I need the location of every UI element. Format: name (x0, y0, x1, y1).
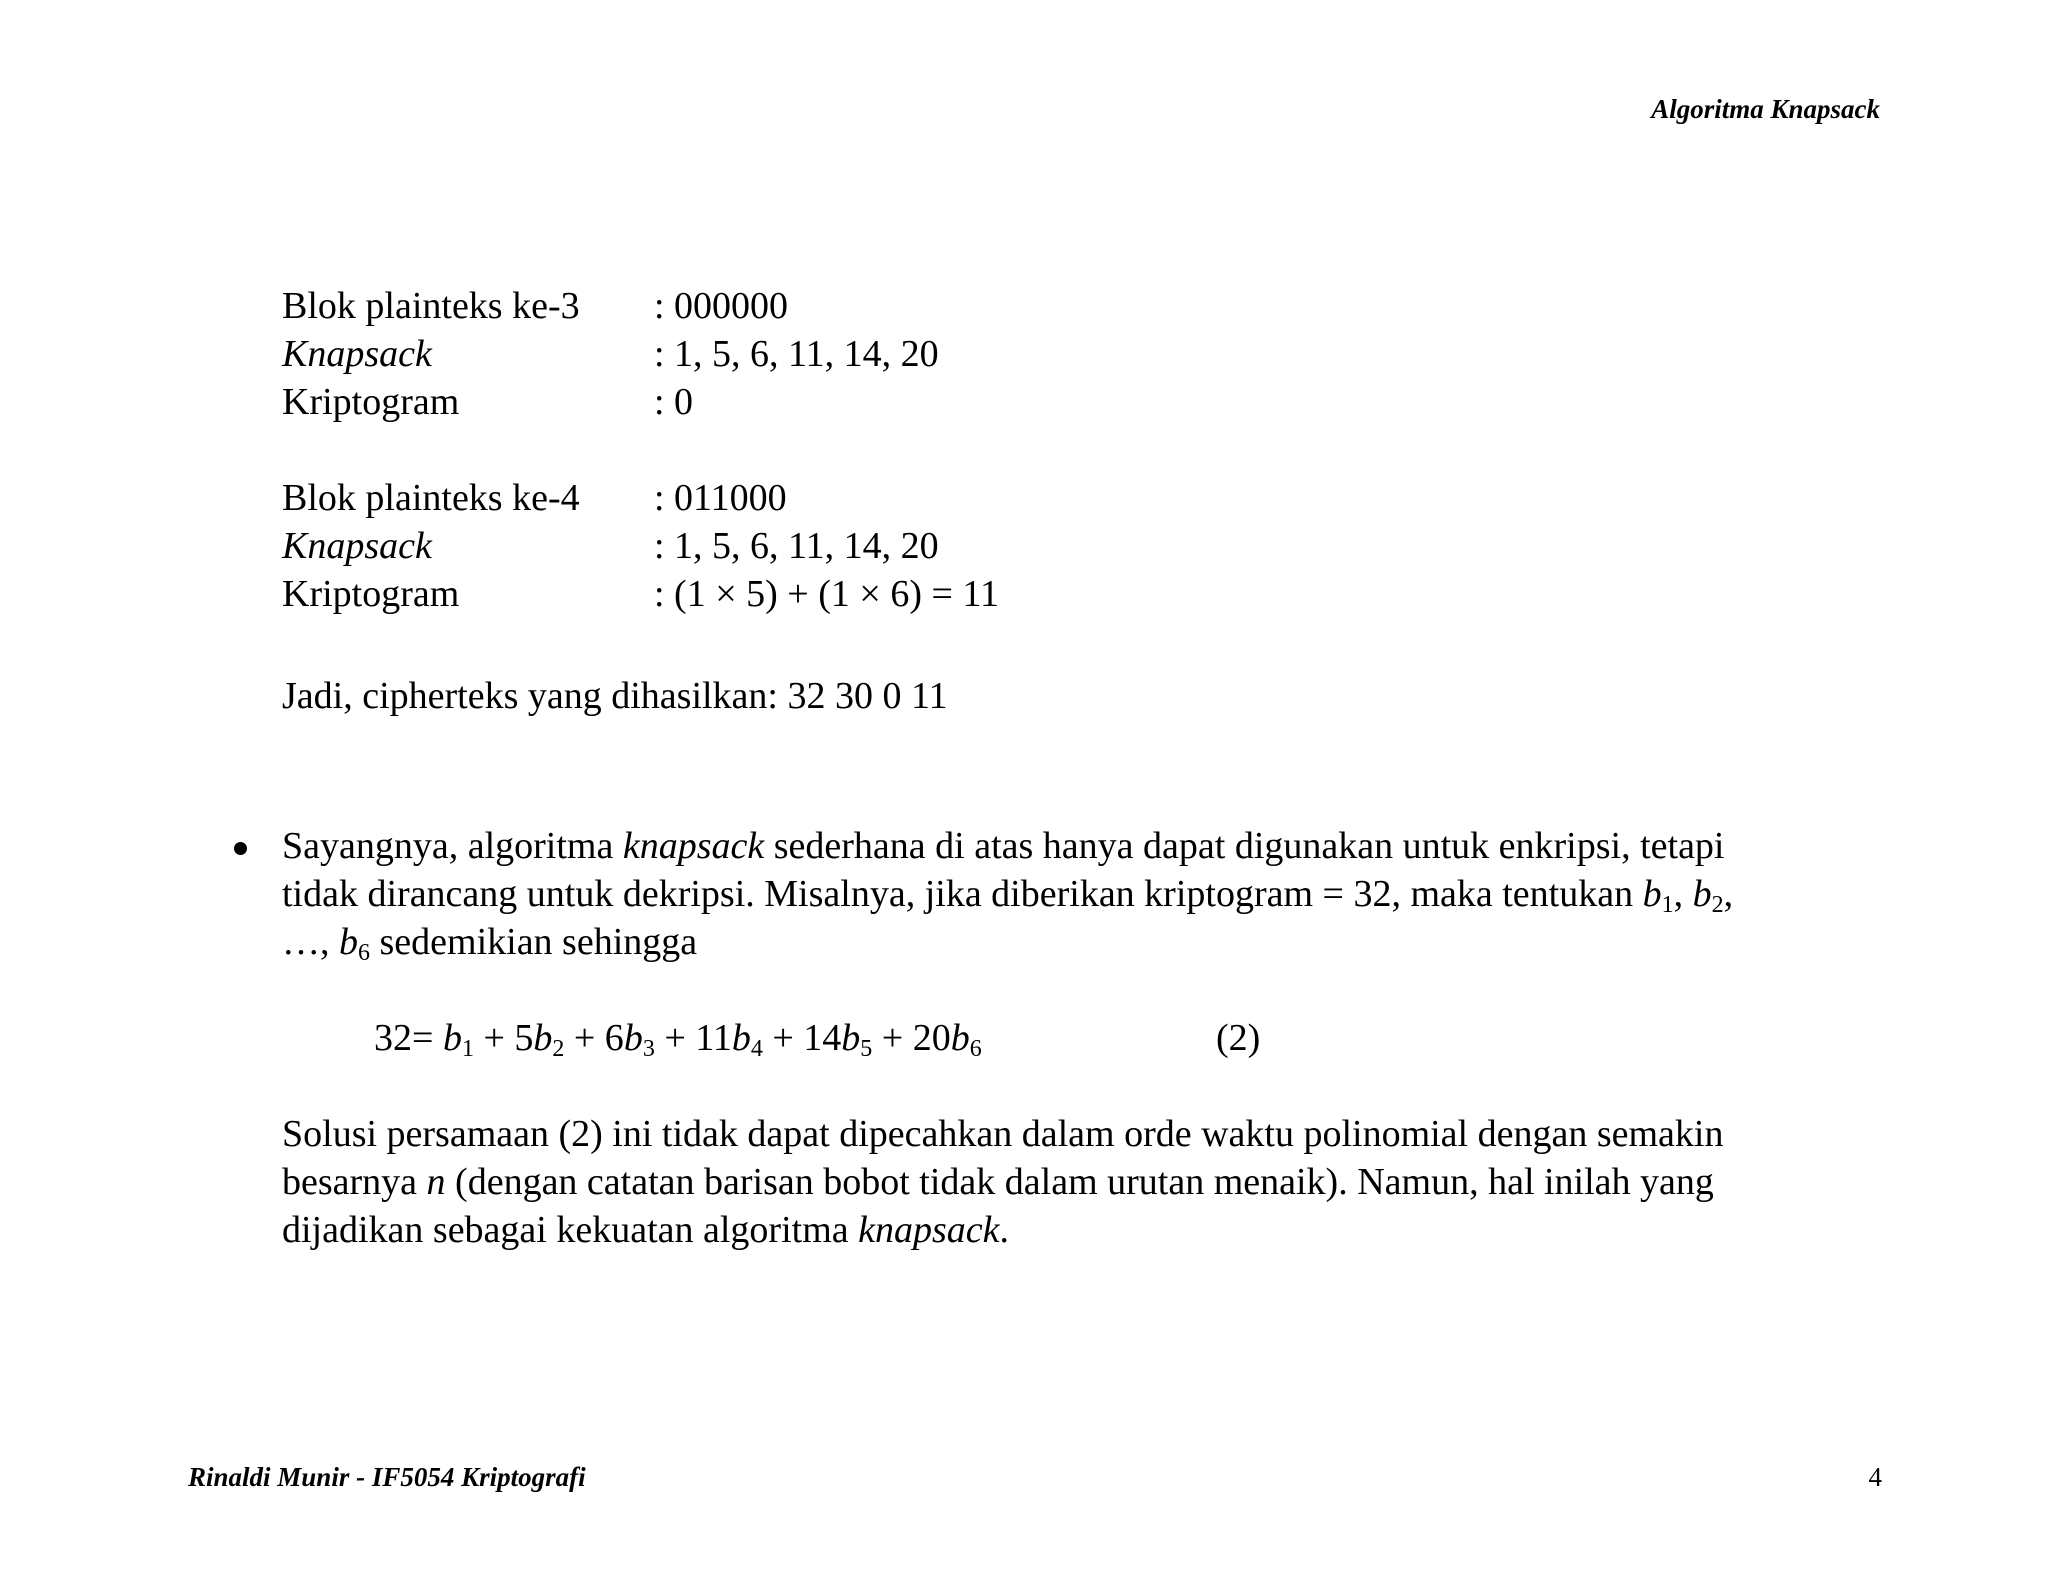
block3-kriptogram-value: : 0 (654, 381, 694, 423)
block3-kriptogram-label: Kriptogram (282, 381, 460, 423)
equation-2: $32= b_1 + 5b_2 + 6b_3 + 11b_4 + 14b_5 + 20b_6$ (374, 1017, 982, 1062)
block4-plaintext-value: : 011000 (654, 477, 787, 519)
block3-knapsack-value: : 1, 5, 6, 11, 14, 20 (654, 333, 939, 375)
block3-knapsack-label: Knapsack (282, 333, 432, 375)
solution-line-2: besarnya n (dengan catatan barisan bobot tidak dalam urutan menaik). Namun, hal inilah yang (282, 1161, 1714, 1203)
bullet-line-3: …, $b_6$ sedemikian sehingga (282, 921, 698, 966)
bullet-paragraph (282, 822, 1733, 966)
page-number: 4 (1868, 1462, 1882, 1492)
solution-line-3: dijadikan sebagai kekuatan algoritma knapsack. (282, 1209, 1010, 1251)
ciphertext-summary: Jadi, cipherteks yang dihasilkan: 32 30 0 11 (282, 675, 948, 717)
block3-plaintext-label: Blok plainteks ke-3 (282, 285, 580, 327)
solution-paragraph (282, 1110, 1723, 1254)
block3-plaintext-value: : 000000 (654, 285, 789, 327)
block4-kriptogram-label: Kriptogram (282, 573, 460, 615)
page-header-title: Algoritma Knapsack (1651, 94, 1880, 124)
bullet-icon (234, 842, 247, 855)
bullet-line-1: Sayangnya, algoritma knapsack sederhana di atas hanya dapat digunakan untuk enkripsi, tetapi (282, 825, 1725, 867)
block4-kriptogram-value: : (1 × 5) + (1 × 6) = 11 (654, 573, 999, 615)
bullet-line-2: tidak dirancang untuk dekripsi. Misalnya, jika diberikan kriptogram = 32, maka tentukan $b_1$, $b_2$, (282, 873, 1734, 918)
footer-author: Rinaldi Munir - IF5054 Kriptografi (188, 1462, 586, 1492)
block4-knapsack-label: Knapsack (282, 525, 432, 567)
equation-number: (2) (1216, 1017, 1261, 1059)
emphasis-knapsack: knapsack (858, 1209, 1000, 1251)
block4-plaintext-label: Blok plainteks ke-4 (282, 477, 580, 519)
emphasis-knapsack: knapsack (622, 825, 765, 867)
solution-line-1: Solusi persamaan (2) ini tidak dapat dipecahkan dalam orde waktu polinomial dengan semakin (282, 1113, 1724, 1155)
block4-knapsack-value: : 1, 5, 6, 11, 14, 20 (654, 525, 939, 567)
